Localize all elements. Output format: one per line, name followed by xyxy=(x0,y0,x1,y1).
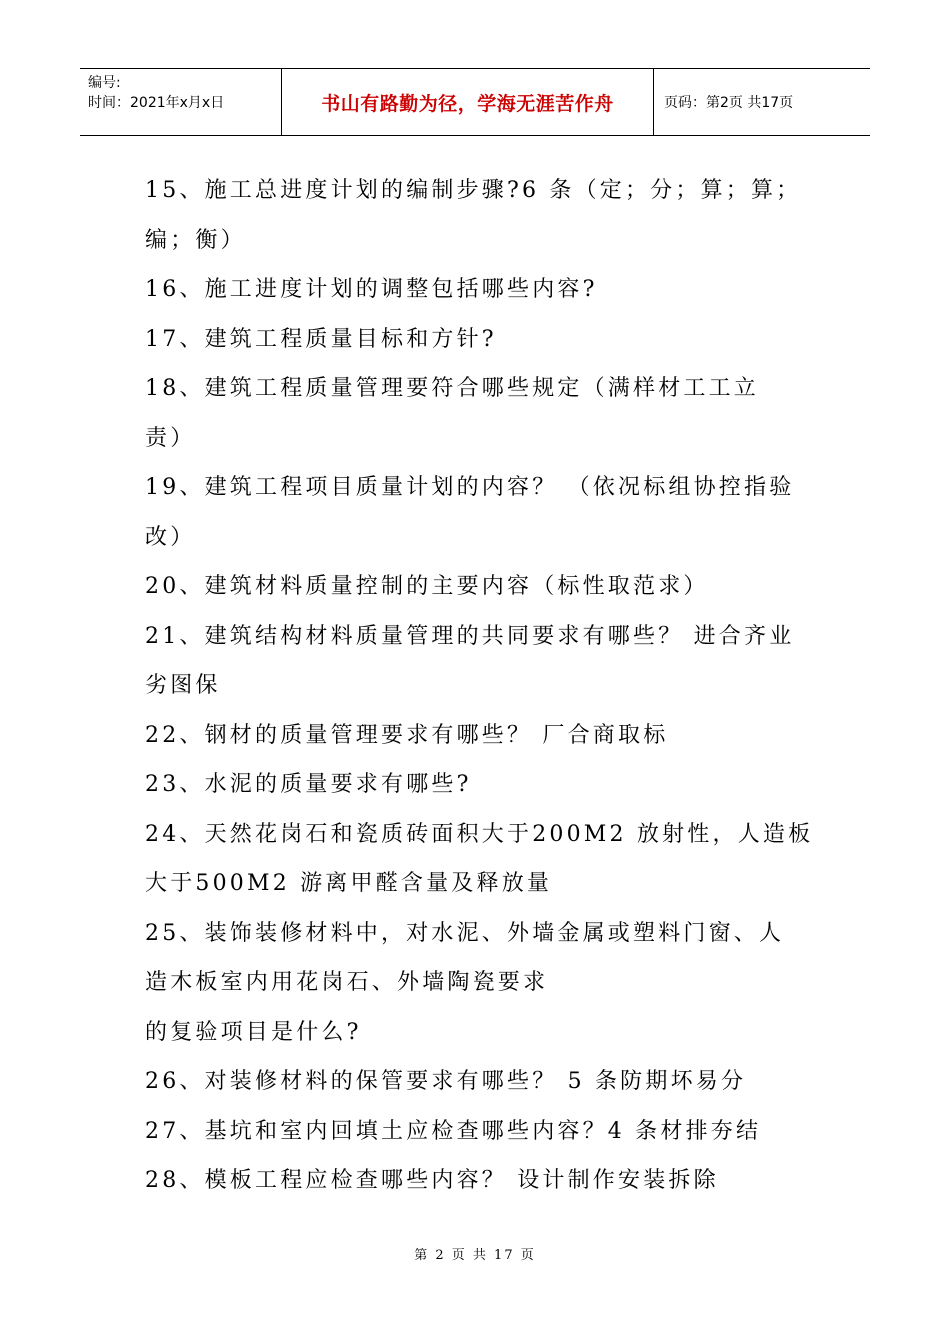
text-line: 的复验项目是什么? xyxy=(145,1019,362,1045)
text-line: 15、施工总进度计划的编制步骤?6 条（定；分；算；算； xyxy=(145,178,802,203)
text-line: 编；衡） xyxy=(145,227,246,253)
text-line: 22、钢材的质量管理要求有哪些？ 厂合商取标 xyxy=(145,722,669,748)
text-line: 大于500M2 游离甲醛含量及释放量 xyxy=(145,871,553,896)
text-line: 20、建筑材料质量控制的主要内容（标性取范求） xyxy=(145,574,709,599)
text-line: 责） xyxy=(145,425,196,451)
text-line: 18、建筑工程质量管理要符合哪些规定（满样材工工立 xyxy=(145,376,759,401)
question-list xyxy=(145,166,814,1206)
header-page-info: 页码：第2页 共17页 xyxy=(664,95,794,111)
page-header xyxy=(80,68,870,136)
text-line: 28、模板工程应检查哪些内容？ 设计制作安装拆除 xyxy=(145,1168,719,1193)
text-line: 23、水泥的质量要求有哪些? xyxy=(145,772,472,797)
header-motto: 书山有路勤为径，学海无涯苦作舟 xyxy=(282,69,654,135)
text-line: 24、天然花岗石和瓷质砖面积大于200M2 放射性，人造板 xyxy=(145,821,814,847)
text-line: 25、装饰装修材料中，对水泥、外墙金属或塑料门窗、人 xyxy=(145,920,785,946)
document-time-label: 时间：2021年x月x日 xyxy=(88,95,225,111)
text-line: 19、建筑工程项目质量计划的内容？ （依况标组协控指验 xyxy=(145,475,795,500)
page-footer: 第 2 页 共 17 页 xyxy=(414,1248,536,1263)
header-meta xyxy=(80,69,282,135)
text-line: 劣图保 xyxy=(145,673,221,698)
text-line: 27、基坑和室内回填土应检查哪些内容？4 条材排夯结 xyxy=(145,1118,762,1144)
text-line: 17、建筑工程质量目标和方针? xyxy=(145,326,497,352)
document-number-label: 编号: xyxy=(88,75,121,91)
text-line: 16、施工进度计划的调整包括哪些内容? xyxy=(145,277,598,302)
text-line: 造木板室内用花岗石、外墙陶瓷要求 xyxy=(145,970,549,995)
text-line: 21、建筑结构材料质量管理的共同要求有哪些？ 进合齐业 xyxy=(145,623,795,649)
text-line: 改） xyxy=(145,524,196,550)
text-line: 26、对装修材料的保管要求有哪些？ 5 条防期坏易分 xyxy=(145,1069,747,1094)
